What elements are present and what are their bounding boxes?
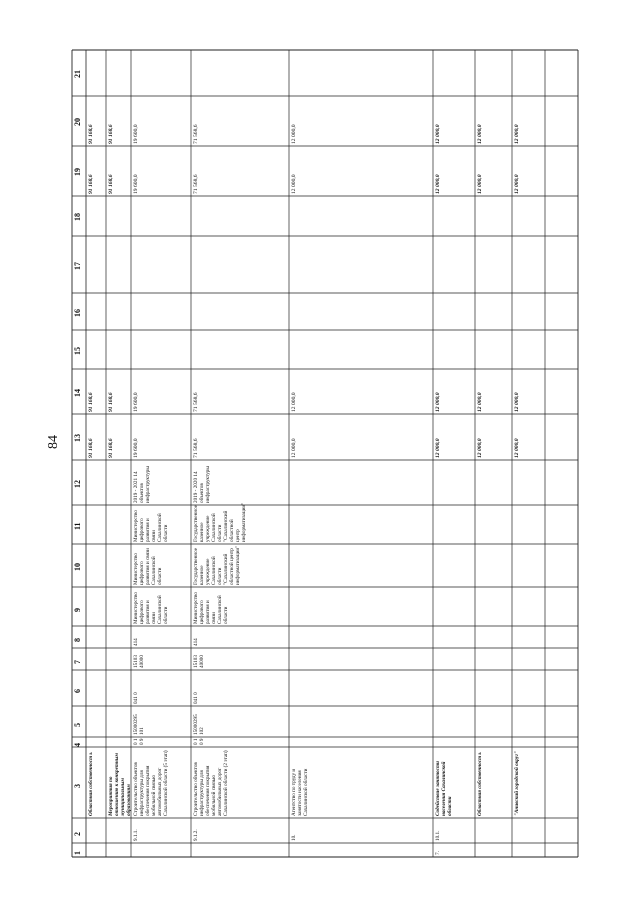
cell-r5-col2: 10. bbox=[291, 834, 297, 841]
cell-r4-col19: 71 568,6 bbox=[193, 174, 199, 194]
page-number: 84 bbox=[46, 435, 61, 449]
cell-r4-col7: 15103 40000 bbox=[193, 655, 205, 668]
cell-r3-col9: Министерство цифрового развития и связи Сахалинской области bbox=[133, 592, 169, 624]
cell-r2-col19: 91 168,6 bbox=[108, 174, 114, 194]
cell-r6-col3: Содействие занятости населения Сахалинской области bbox=[435, 761, 453, 816]
cell-r3-col4: 0 1 0 9 bbox=[133, 738, 145, 745]
cell-r8-col20: 12 000,0 bbox=[514, 124, 520, 144]
column-header-7: 7 bbox=[73, 660, 82, 664]
column-header-5: 5 bbox=[73, 722, 82, 727]
cell-r4-col10: Государственное казенное учреждение Сахалинской области "Сахалинский областной центр информатизации" bbox=[193, 545, 241, 585]
column-header-12: 12 bbox=[73, 479, 82, 488]
cell-r3-col10: Министерство цифрового развития и связи Сахалинской области bbox=[133, 548, 163, 585]
cell-r5-col20: 12 000,0 bbox=[291, 124, 297, 144]
cell-r4-col9: Министерство цифрового развития и связи Сахалинской области bbox=[193, 592, 229, 624]
cell-r4-col12: 2019 - 2020 14 объектов инфраструктуры bbox=[193, 466, 211, 503]
cell-r7-col20: 12 000,0 bbox=[477, 124, 483, 144]
cell-r3-col2: 9.1.1. bbox=[133, 829, 139, 841]
column-header-18: 18 bbox=[73, 213, 82, 221]
cell-r4-col3: Строительство объектов инфраструктуры для обеспечения покрытия мобильной связью автомобильных дорог Сахалинской области (2 этап) bbox=[193, 750, 229, 816]
column-header-6: 6 bbox=[73, 689, 82, 693]
column-header-17: 17 bbox=[73, 261, 82, 270]
cell-r1-col19: 91 168,6 bbox=[88, 174, 94, 194]
column-header-1: 1 bbox=[73, 851, 82, 855]
cell-r3-col7: 15103 40000 bbox=[133, 655, 145, 668]
cell-r4-col2: 9.1.2. bbox=[193, 829, 199, 841]
cell-r4-col6: 041 0 bbox=[193, 692, 199, 704]
cell-r3-col12: 2019 - 2021 14 объектов инфраструктуры bbox=[133, 466, 151, 503]
cell-r8-col3: "Анивский городской округ" bbox=[514, 751, 520, 816]
cell-r6-col2: 10.1. bbox=[435, 830, 441, 841]
cell-r4-col20: 71 568,6 bbox=[193, 124, 199, 144]
cell-r8-col13: 12 000,0 bbox=[514, 438, 520, 458]
cell-r3-col8: 414 bbox=[133, 638, 139, 646]
column-header-10: 10 bbox=[73, 562, 82, 571]
cell-r4-col11: Государственное казенное учреждение Сахалинской области "Сахалинский областной центр информатизации" bbox=[193, 502, 247, 542]
column-header-2: 2 bbox=[73, 831, 82, 836]
cell-r1-col14: 91 168,6 bbox=[88, 392, 94, 412]
cell-r3-col13: 19 600,0 bbox=[133, 438, 139, 458]
cell-r3-col20: 19 600,0 bbox=[133, 124, 139, 144]
column-header-15: 15 bbox=[73, 346, 82, 355]
cell-r4-col5: 15000295 102 bbox=[193, 714, 205, 735]
cell-r3-col3: Строительство объектов инфраструктуры для обеспечения покрытия мобильной связью автомобильных дорог Сахалинской области (5 этап) bbox=[133, 750, 169, 816]
cell-r7-col3: Областная собственност ь bbox=[477, 752, 483, 816]
column-header-13: 13 bbox=[73, 434, 82, 442]
cell-r5-col13: 12 000,0 bbox=[291, 438, 297, 458]
cell-r6-col1: 7. bbox=[435, 851, 441, 855]
cell-r6-col14: 12 000,0 bbox=[435, 392, 441, 412]
column-header-14: 14 bbox=[73, 388, 82, 397]
cell-r2-col14: 91 168,6 bbox=[108, 392, 114, 412]
column-header-11: 11 bbox=[73, 521, 82, 530]
cell-r3-col11: Министерство цифрового развития и связи Сахалинской области bbox=[133, 510, 169, 542]
column-header-9: 9 bbox=[73, 607, 82, 612]
cell-r2-col3: Мероприятия по отношению к конкретным муниципальным образованиям bbox=[108, 753, 132, 816]
cell-r2-col20: 91 168,6 bbox=[108, 124, 114, 144]
cell-r3-col6: 041 0 bbox=[133, 692, 139, 704]
cell-r4-col14: 71 568,6 bbox=[193, 392, 199, 412]
cell-r7-col19: 12 000,0 bbox=[477, 174, 483, 194]
cell-r5-col3: Агентство по труду и занятости населения Сахалинской области bbox=[291, 768, 309, 816]
cell-r6-col19: 12 000,0 bbox=[435, 174, 441, 194]
column-header-19: 19 bbox=[73, 168, 82, 176]
column-header-8: 8 bbox=[73, 638, 82, 642]
cell-r1-col3: Областная собственност ь bbox=[88, 752, 94, 816]
cell-r7-col13: 12 000,0 bbox=[477, 438, 483, 458]
cell-r4-col8: 414 bbox=[193, 638, 199, 646]
cell-r6-col13: 12 000,0 bbox=[435, 438, 441, 458]
column-header-4: 4 bbox=[73, 743, 82, 747]
cell-r5-col19: 12 000,0 bbox=[291, 174, 297, 194]
cell-r2-col13: 91 168,6 bbox=[108, 438, 114, 458]
column-header-16: 16 bbox=[73, 308, 82, 317]
cell-r1-col13: 91 168,6 bbox=[88, 438, 94, 458]
cell-r3-col19: 19 600,0 bbox=[133, 174, 139, 194]
cell-r5-col14: 12 000,0 bbox=[291, 392, 297, 412]
cell-r6-col20: 12 000,0 bbox=[435, 124, 441, 144]
cell-r3-col14: 19 600,0 bbox=[133, 392, 139, 412]
cell-r3-col5: 15000295 101 bbox=[133, 714, 145, 735]
column-header-3: 3 bbox=[73, 783, 82, 788]
cell-r4-col13: 71 568,6 bbox=[193, 438, 199, 458]
cell-r7-col14: 12 000,0 bbox=[477, 392, 483, 412]
cell-r4-col4: 0 1 0 9 bbox=[193, 738, 205, 745]
cell-r8-col14: 12 000,0 bbox=[514, 392, 520, 412]
column-header-21: 21 bbox=[73, 70, 82, 78]
cell-r8-col19: 12 000,0 bbox=[514, 174, 520, 194]
column-header-20: 20 bbox=[73, 118, 82, 126]
cell-r1-col20: 91 168,6 bbox=[88, 124, 94, 144]
